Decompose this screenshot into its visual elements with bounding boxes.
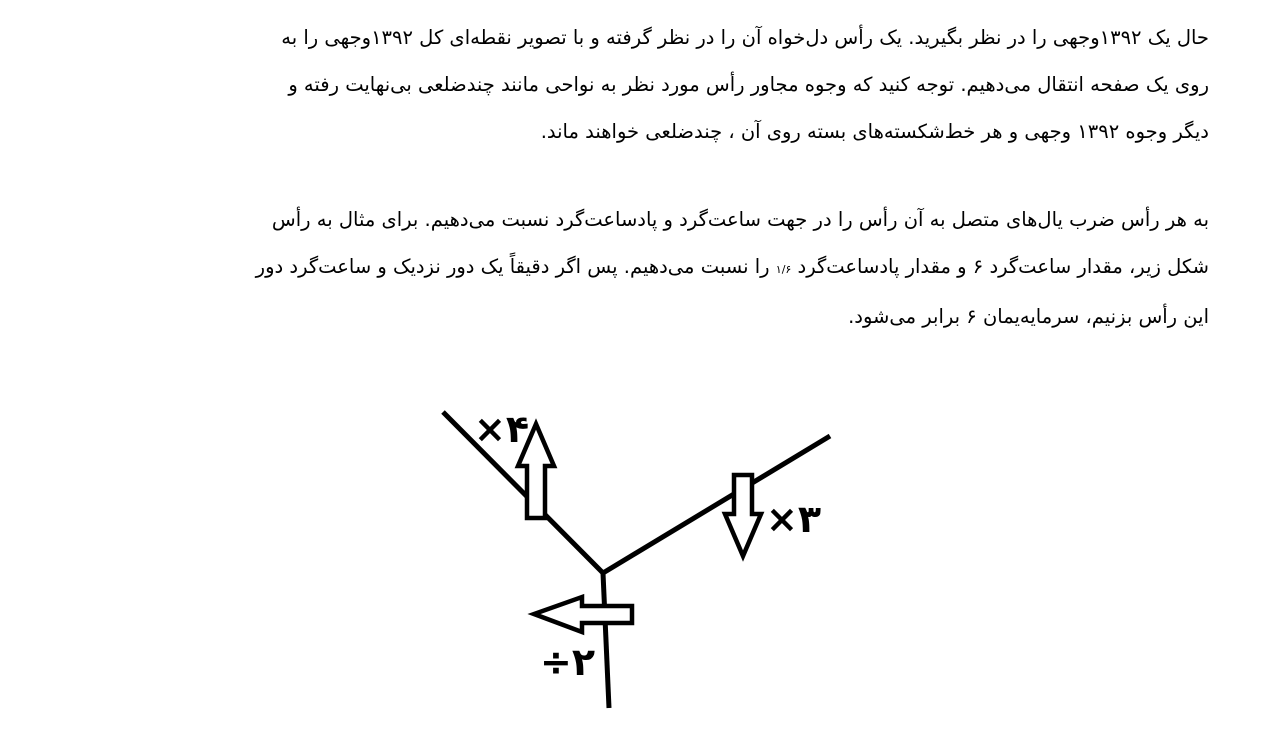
- edge-bottom: [603, 573, 609, 708]
- inline-fraction: ۱/۶: [775, 263, 792, 276]
- paragraph-1-line-1: حال یک ۱۳۹۲وجهی را در نظر بگیرید. یک رأس دل‌خواه آن را در نظر گرفته و با تصویر نقطه‌ای کل ۱۳۹۲وجهی را به: [281, 26, 1209, 49]
- paragraph-2-line-2-end: را نسبت می‌دهیم. پس اگر دقیقاً یک دور نزدیک و ساعت‌گرد دور: [255, 255, 776, 278]
- paragraph-1-line-2: روی یک صفحه انتقال می‌دهیم. توجه کنید که وجوه مجاور رأس مورد نظر به نواحی مانند چندضلعی بی‌نهایت رفته و: [288, 73, 1209, 96]
- paragraph-1-line-3: دیگر وجوه ۱۳۹۲ وجهی و هر خط‌شکسته‌های بسته روی آن ، چندضلعی خواهند ماند.: [540, 120, 1209, 143]
- arrow-left-icon: [534, 597, 632, 632]
- label-divide-2: ÷۲: [540, 640, 596, 684]
- paragraph-2-line-1: به هر رأس ضرب یال‌های متصل به آن رأس را در جهت ساعت‌گرد و پادساعت‌گرد نسبت می‌دهیم. برای مثال به رأس: [271, 208, 1209, 231]
- paragraph-2-line-3: این رأس بزنیم، سرمایه‌یمان ۶ برابر می‌شود.: [848, 305, 1209, 328]
- label-multiply-3: ×۳: [766, 497, 822, 541]
- paragraph-2-line-2-start: شکل زیر، مقدار ساعت‌گرد ۶ و مقدار پادساعت‌گرد: [791, 255, 1209, 278]
- label-multiply-4: ×۴: [474, 407, 530, 451]
- arrow-down-icon: [725, 475, 761, 556]
